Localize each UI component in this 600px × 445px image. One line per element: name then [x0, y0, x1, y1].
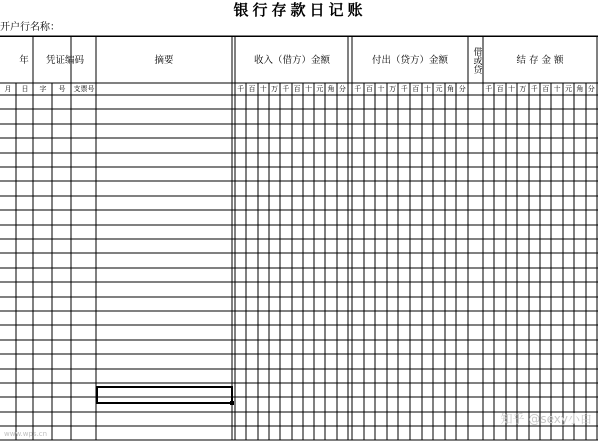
watermark-site: www.wps.cn — [4, 430, 48, 438]
balance-digit-3: 万 — [519, 85, 527, 93]
income-digit-2: 十 — [259, 85, 267, 93]
header-dr-cr: 借或贷 — [471, 46, 482, 74]
header-year: 年 — [19, 54, 29, 66]
income-digit-3: 万 — [271, 85, 279, 93]
payment-digit-4: 千 — [400, 85, 408, 93]
sub-number: 号 — [58, 85, 66, 93]
payment-digit-3: 万 — [389, 85, 397, 93]
balance-digit-4: 千 — [530, 85, 538, 93]
balance-digit-0: 千 — [485, 85, 493, 93]
payment-digit-9: 分 — [458, 85, 466, 93]
balance-digit-6: 十 — [553, 85, 561, 93]
payment-digit-7: 元 — [435, 85, 443, 93]
income-digit-4: 千 — [282, 85, 290, 93]
sub-cheque: 支票号 — [73, 85, 95, 93]
fill-handle[interactable] — [230, 401, 234, 405]
sub-day: 日 — [21, 85, 29, 93]
payment-digit-0: 千 — [354, 85, 362, 93]
balance-digit-7: 元 — [564, 85, 572, 93]
header-voucher: 凭证编码 — [45, 54, 84, 66]
sub-type: 字 — [39, 85, 47, 93]
payment-digit-1: 百 — [365, 85, 373, 93]
payment-digit-5: 百 — [412, 85, 420, 93]
balance-digit-9: 分 — [587, 85, 595, 93]
payment-digit-2: 十 — [377, 85, 385, 93]
header-payment: 付出（贷方）金额 — [371, 54, 448, 66]
bank-name-label: 开户行名称： — [0, 22, 60, 33]
balance-digit-2: 十 — [507, 85, 515, 93]
income-digit-0: 千 — [237, 85, 245, 93]
header-balance: 结 存 金 额 — [516, 54, 564, 66]
balance-digit-8: 角 — [576, 85, 584, 93]
income-digit-1: 百 — [248, 85, 256, 93]
income-digit-5: 百 — [293, 85, 301, 93]
selected-cell[interactable] — [97, 387, 232, 403]
payment-digit-6: 十 — [423, 85, 431, 93]
income-digit-7: 元 — [316, 85, 324, 93]
header-summary: 摘要 — [154, 54, 174, 66]
income-digit-8: 角 — [327, 85, 335, 93]
watermark: 知乎 @sexy小白 — [500, 412, 592, 426]
income-digit-6: 十 — [304, 85, 312, 93]
balance-digit-1: 百 — [496, 85, 504, 93]
header-income: 收入（借方）金额 — [253, 54, 330, 66]
sub-month: 月 — [4, 85, 12, 93]
payment-digit-8: 角 — [447, 85, 455, 93]
balance-digit-5: 百 — [542, 85, 550, 93]
income-digit-9: 分 — [338, 85, 346, 93]
page-title: 银行存款日记账 — [233, 1, 367, 19]
